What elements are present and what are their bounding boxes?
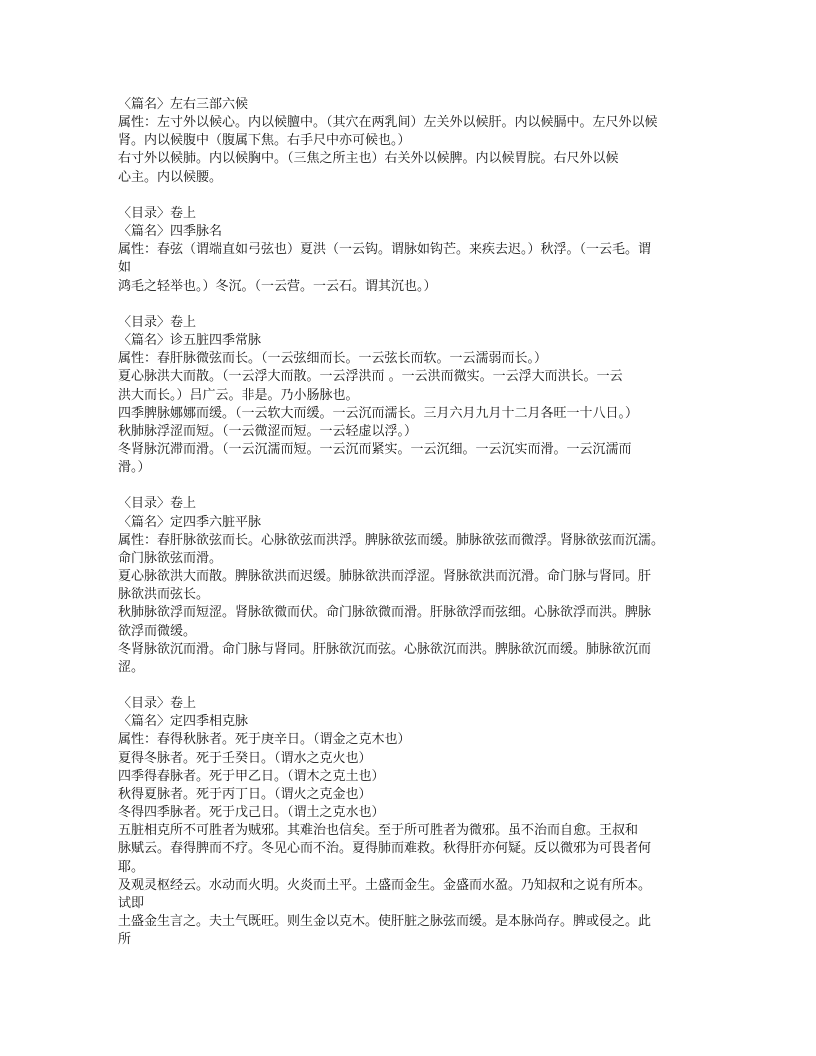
document-body: [118, 96, 718, 949]
text-line: 四季脾脉娜娜而缓。（一云软大而缓。一云沉而濡长。三月六月九月十二月各旺一十八日。）: [118, 405, 639, 421]
text-line: 〈篇名〉定四季相克脉: [118, 714, 249, 730]
text-line: 〈篇名〉诊五脏四季常脉: [118, 333, 262, 349]
text-line: 秋肺脉欲浮而短涩。肾脉欲微而伏。命门脉欲微而滑。肝脉欲浮而弦细。心脉欲浮而洪。脾脉: [118, 605, 652, 621]
text-line: 属性：春弦（谓端直如弓弦也）夏洪（一云钩。谓脉如钩芒。来疾去迟。）秋浮。（一云毛。谓: [118, 242, 652, 258]
text-line: 肾。内以候腹中（腹属下焦。右手尺中亦可候也。）: [118, 133, 411, 149]
text-line: 及观灵枢经云。水动而火明。火炎而土平。土盛而金生。金盛而水盈。乃知叔和之说有所本。: [118, 877, 652, 893]
blank-line: [118, 677, 718, 695]
text-line: 土盛金生言之。夫土气既旺。则生金以克木。使肝脏之脉弦而缓。是本脉尚存。脾或侵之。此: [118, 914, 652, 930]
text-line: 〈目录〉卷上: [118, 696, 197, 712]
text-line: 冬得四季脉者。死于戊己日。（谓土之克水也）: [118, 805, 385, 821]
text-line: 〈目录〉卷上: [118, 314, 197, 330]
text-line: 心主。内以候腰。: [118, 169, 223, 185]
text-line: 五脏相克所不可胜者为贼邪。其难治也信矣。至于所可胜者为微邪。虽不治而自愈。王叔和: [118, 823, 639, 839]
text-line: 如: [118, 260, 132, 276]
text-line: 冬肾脉欲沉而滑。命门脉与肾同。肝脉欲沉而弦。心脉欲沉而洪。脾脉欲沉而缓。肺脉欲沉而: [118, 641, 652, 657]
text-line: 〈目录〉卷上: [118, 496, 197, 512]
text-line: 右寸外以候肺。内以候胸中。（三焦之所主也）右关外以候脾。内以候胃脘。右尺外以候: [118, 151, 619, 167]
text-line: 〈篇名〉左右三部六候: [118, 97, 249, 112]
text-line: 属性：春肝脉微弦而长。（一云弦细而长。一云弦长而软。一云濡弱而长。）: [118, 351, 548, 367]
text-line: 〈篇名〉四季脉名: [118, 224, 223, 240]
text-line: 秋肺脉浮涩而短。（一云微涩而短。一云轻虚以浮。）: [118, 423, 418, 439]
text-line: 滑。）: [118, 460, 151, 476]
text-line: 命门脉欲弦而滑。: [118, 550, 223, 566]
text-line: 试即: [118, 895, 145, 911]
text-line: 属性：春肝脉欲弦而长。心脉欲弦而洪浮。脾脉欲弦而缓。肺脉欲弦而微浮。肾脉欲弦而沉濡。: [118, 532, 665, 548]
text-line: 四季得春脉者。死于甲乙日。（谓木之克土也）: [118, 768, 385, 784]
text-line: 脉赋云。春得脾而不疗。冬见心而不治。夏得肺而难救。秋得肝亦何疑。反以微邪为可畏者何: [118, 841, 652, 857]
text-line: 秋得夏脉者。死于丙丁日。（谓火之克金也）: [118, 786, 372, 802]
text-line: 属性：春得秋脉者。死于庚辛日。（谓金之克木也）: [118, 732, 411, 748]
text-line: 夏得冬脉者。死于壬癸日。（谓水之克火也）: [118, 750, 372, 766]
text-line: 冬肾脉沉滞而滑。（一云沉濡而短。一云沉而紧实。一云沉细。一云沉实而滑。一云沉濡而: [118, 441, 632, 457]
blank-line: [118, 187, 718, 205]
text-line: 〈目录〉卷上: [118, 205, 197, 221]
text-line: 鸿毛之轻举也。）冬沉。（一云营。一云石。谓其沉也。）: [118, 278, 437, 294]
text-line: 洪大而长。）吕广云。非是。乃小肠脉也。: [118, 387, 359, 403]
text-line: 夏心脉洪大而散。（一云浮大而散。一云浮洪而 。一云洪而微实。一云浮大而洪长。一云: [118, 369, 623, 385]
text-line: 脉欲洪而弦长。: [118, 587, 210, 603]
text-line: 〈篇名〉定四季六脏平脉: [118, 514, 262, 530]
text-line: 所: [118, 932, 132, 948]
text-line: 夏心脉欲洪大而散。脾脉欲洪而迟缓。肺脉欲洪而浮涩。肾脉欲洪而沉滑。命门脉与肾同。肝: [118, 569, 652, 585]
text-line: 属性：左寸外以候心。内以候膻中。（其穴在两乳间）左关外以候肝。内以候膈中。左尺外以候: [118, 115, 658, 131]
text-line: 耶。: [118, 859, 145, 875]
blank-line: [118, 296, 718, 314]
text-line: 涩。: [118, 659, 145, 675]
text-line: 欲浮而微缓。: [118, 623, 197, 639]
blank-line: [118, 477, 718, 495]
